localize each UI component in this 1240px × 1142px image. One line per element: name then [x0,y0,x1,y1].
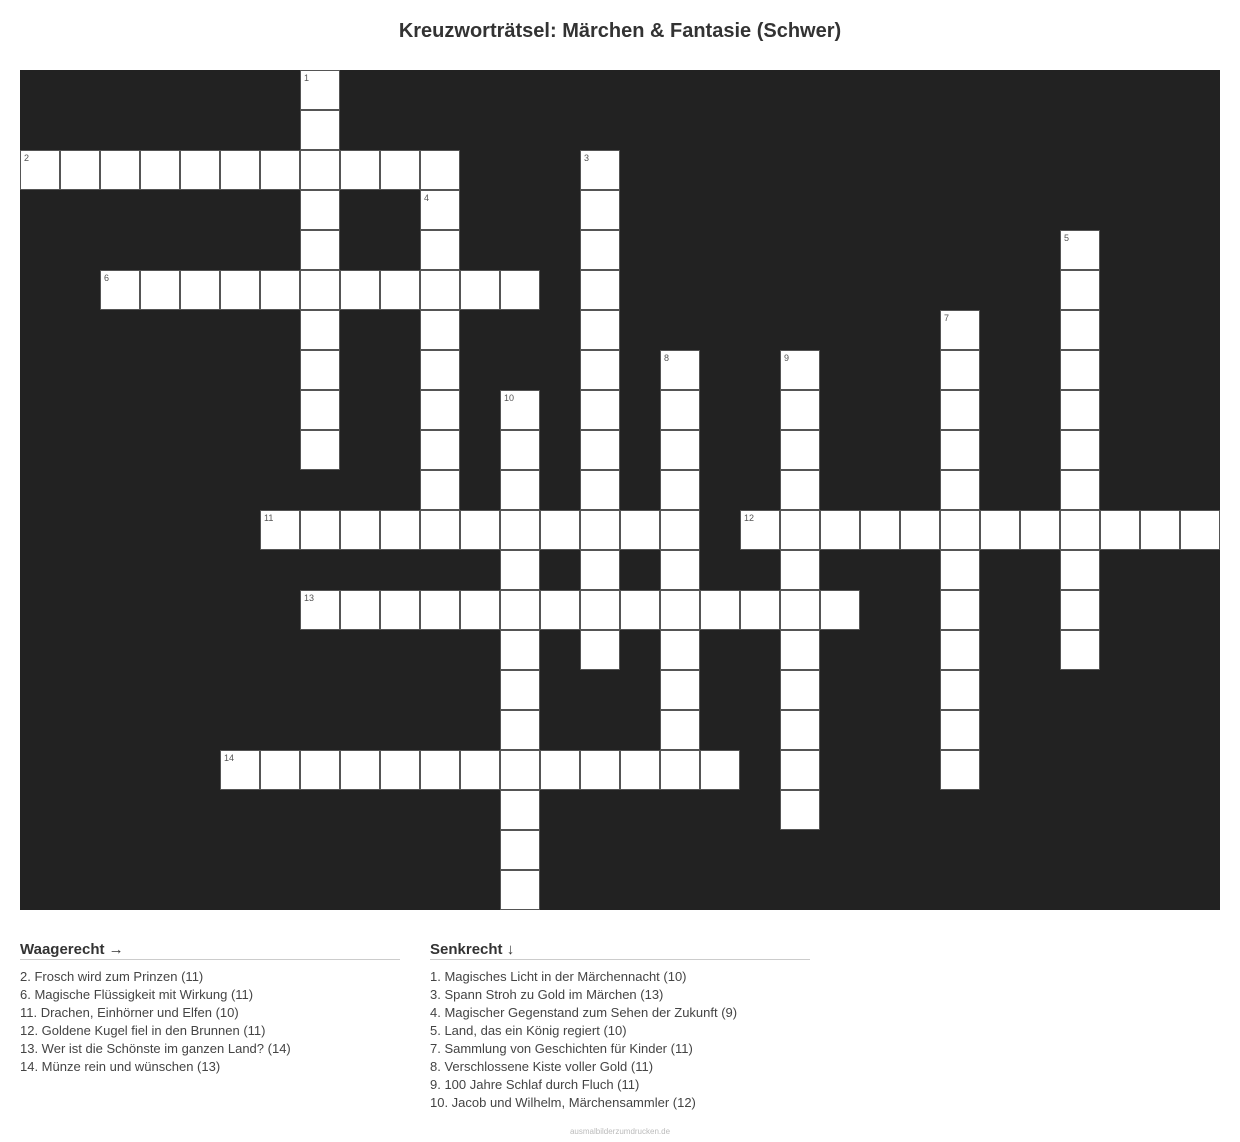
grid-cell[interactable] [380,270,420,310]
grid-cell[interactable] [580,550,620,590]
grid-cell[interactable] [740,510,780,550]
clue-across: 14. Münze rein und wünschen (13) [20,1059,221,1074]
grid-cell[interactable] [460,270,500,310]
grid-cell[interactable] [1180,510,1220,550]
clue-across: 11. Drachen, Einhörner und Elfen (10) [20,1005,239,1020]
grid-cell[interactable] [60,150,100,190]
grid-cell[interactable] [380,750,420,790]
grid-cell[interactable] [420,310,460,350]
grid-cell[interactable] [1060,630,1100,670]
grid-cell[interactable] [660,510,700,550]
grid-cell[interactable] [180,150,220,190]
grid-cell[interactable] [340,590,380,630]
grid-cell[interactable] [1060,310,1100,350]
grid-cell[interactable] [500,710,540,750]
grid-cell[interactable] [700,590,740,630]
grid-cell[interactable] [380,510,420,550]
grid-cell[interactable] [540,750,580,790]
grid-cell[interactable] [300,230,340,270]
grid-cell[interactable] [500,390,540,430]
clue-across: 6. Magische Flüssigkeit mit Wirkung (11) [20,987,254,1002]
grid-cell[interactable] [580,270,620,310]
grid-cell[interactable] [580,190,620,230]
grid-cell[interactable] [420,150,460,190]
grid-cell[interactable] [500,590,540,630]
grid-cell[interactable] [660,390,700,430]
grid-cell[interactable] [820,590,860,630]
grid-cell[interactable] [300,110,340,150]
grid-cell[interactable] [500,630,540,670]
clue-across: 13. Wer ist die Schönste im ganzen Land? (14) [20,1041,291,1056]
grid-cell[interactable] [940,670,980,710]
grid-cell[interactable] [500,270,540,310]
grid-cell[interactable] [940,510,980,550]
grid-cell[interactable] [940,310,980,350]
grid-cell[interactable] [1060,230,1100,270]
grid-cell[interactable] [420,430,460,470]
grid-cell[interactable] [580,150,620,190]
grid-cell[interactable] [660,550,700,590]
grid-cell[interactable] [420,590,460,630]
grid-cell[interactable] [580,510,620,550]
grid-cell[interactable] [780,590,820,630]
grid-cell[interactable] [940,630,980,670]
grid-cell[interactable] [300,750,340,790]
grid-cell[interactable] [300,150,340,190]
grid-cell[interactable] [1140,510,1180,550]
grid-cell[interactable] [620,510,660,550]
down-heading: Senkrecht ↓ [430,942,810,960]
cell-number: 5 [1064,233,1070,243]
grid-cell[interactable] [900,510,940,550]
grid-cell[interactable] [300,190,340,230]
grid-cell[interactable] [940,750,980,790]
cell-number: 2 [24,153,30,163]
grid-cell[interactable] [300,390,340,430]
cell-number: 1 [304,73,310,83]
grid-cell[interactable] [1060,350,1100,390]
grid-cell[interactable] [420,350,460,390]
grid-cell[interactable] [700,750,740,790]
grid-cell[interactable] [1100,510,1140,550]
grid-cell[interactable] [620,750,660,790]
grid-cell[interactable] [20,150,60,190]
grid-cell[interactable] [540,590,580,630]
crossword-grid [20,70,1220,910]
grid-cell[interactable] [260,510,300,550]
cell-number: 9 [784,353,790,363]
grid-cell[interactable] [500,510,540,550]
grid-cell[interactable] [420,470,460,510]
grid-cell[interactable] [580,470,620,510]
grid-cell[interactable] [420,750,460,790]
grid-cell[interactable] [100,150,140,190]
grid-cell[interactable] [780,750,820,790]
grid-cell[interactable] [300,350,340,390]
grid-cell[interactable] [420,510,460,550]
grid-cell[interactable] [660,350,700,390]
grid-cell[interactable] [300,590,340,630]
clue-down: 1. Magisches Licht in der Märchennacht (10) [430,969,687,984]
clue-down: 5. Land, das ein König regiert (10) [430,1023,627,1038]
grid-cell[interactable] [580,590,620,630]
cell-number: 14 [224,753,235,763]
cell-number: 3 [584,153,590,163]
grid-cell[interactable] [780,550,820,590]
grid-cell[interactable] [180,270,220,310]
grid-cell[interactable] [1060,470,1100,510]
grid-cell[interactable] [580,310,620,350]
grid-cell[interactable] [580,430,620,470]
grid-cell[interactable] [380,150,420,190]
cell-number: 7 [944,313,950,323]
grid-cell[interactable] [500,470,540,510]
grid-cell[interactable] [1060,550,1100,590]
grid-cell[interactable] [340,150,380,190]
grid-cell[interactable] [660,430,700,470]
grid-cell[interactable] [1060,430,1100,470]
grid-cell[interactable] [1060,510,1100,550]
grid-cell[interactable] [660,470,700,510]
clue-down: 7. Sammlung von Geschichten für Kinder (11) [430,1041,693,1056]
grid-cell[interactable] [1060,590,1100,630]
grid-cell[interactable] [940,470,980,510]
grid-cell[interactable] [220,150,260,190]
grid-cell[interactable] [780,430,820,470]
grid-cell[interactable] [420,230,460,270]
grid-cell[interactable] [660,670,700,710]
cell-number: 11 [264,513,274,523]
grid-cell[interactable] [460,750,500,790]
across-heading: Waagerecht → [20,942,400,960]
cell-number: 8 [664,353,670,363]
grid-cell[interactable] [660,630,700,670]
clue-down: 4. Magischer Gegenstand zum Sehen der Zukunft (9) [430,1005,738,1020]
grid-cell[interactable] [940,390,980,430]
across-clues [20,942,400,1076]
grid-cell[interactable] [420,270,460,310]
grid-cell[interactable] [380,590,420,630]
footer-credit: ausmalbilderzumdrucken.de [569,1127,671,1136]
grid-cell[interactable] [260,270,300,310]
grid-cell[interactable] [260,150,300,190]
grid-cell[interactable] [140,270,180,310]
grid-cell[interactable] [500,670,540,710]
grid-cell[interactable] [580,390,620,430]
grid-cell[interactable] [340,750,380,790]
grid-cell[interactable] [420,390,460,430]
grid-cell[interactable] [1060,270,1100,310]
cell-number: 12 [744,513,755,523]
grid-cell[interactable] [500,830,540,870]
grid-cell[interactable] [780,390,820,430]
grid-cell[interactable] [940,590,980,630]
grid-cell[interactable] [780,670,820,710]
grid-cell[interactable] [420,190,460,230]
grid-cell[interactable] [980,510,1020,550]
grid-cell[interactable] [940,430,980,470]
grid-cell[interactable] [580,630,620,670]
down-clues [430,942,810,1112]
cell-number: 13 [304,593,315,603]
grid-cell[interactable] [940,710,980,750]
grid-cell[interactable] [780,470,820,510]
grid-cell[interactable] [500,550,540,590]
grid-cell[interactable] [500,790,540,830]
grid-cell[interactable] [220,750,260,790]
clue-down: 8. Verschlossene Kiste voller Gold (11) [430,1059,654,1074]
grid-cell[interactable] [500,750,540,790]
grid-cell[interactable] [580,350,620,390]
grid-cell[interactable] [780,510,820,550]
cell-number: 6 [104,273,110,283]
grid-cell[interactable] [540,510,580,550]
cell-number: 10 [504,393,515,403]
grid-cell[interactable] [140,150,180,190]
grid-cell[interactable] [780,710,820,750]
grid-cell[interactable] [300,510,340,550]
clue-across: 2. Frosch wird zum Prinzen (11) [20,969,204,984]
grid-cell[interactable] [460,590,500,630]
clue-down: 10. Jacob und Wilhelm, Märchensammler (12) [430,1095,696,1110]
grid-cell[interactable] [460,510,500,550]
cell-number: 4 [424,193,430,203]
grid-cell[interactable] [500,870,540,910]
grid-cell[interactable] [660,750,700,790]
grid-cell[interactable] [860,510,900,550]
clue-down: 9. 100 Jahre Schlaf durch Fluch (11) [430,1077,640,1092]
grid-cell[interactable] [780,350,820,390]
grid-cell[interactable] [1020,510,1060,550]
grid-cell[interactable] [100,270,140,310]
grid-cell[interactable] [300,430,340,470]
grid-cell[interactable] [1060,390,1100,430]
grid-cell[interactable] [300,270,340,310]
grid-cell[interactable] [340,510,380,550]
grid-cell[interactable] [740,590,780,630]
grid-cell[interactable] [660,710,700,750]
grid-cell[interactable] [260,750,300,790]
grid-cell[interactable] [940,550,980,590]
grid-cell[interactable] [300,310,340,350]
grid-cell[interactable] [580,230,620,270]
clue-down: 3. Spann Stroh zu Gold im Märchen (13) [430,987,664,1002]
grid-cell[interactable] [340,270,380,310]
clue-across: 12. Goldene Kugel fiel in den Brunnen (11) [20,1023,266,1038]
grid-cell[interactable] [660,590,700,630]
grid-cell[interactable] [780,790,820,830]
grid-cell[interactable] [940,350,980,390]
grid-cell[interactable] [580,750,620,790]
grid-cell[interactable] [820,510,860,550]
grid-cell[interactable] [220,270,260,310]
page-title: Kreuzworträtsel: Märchen & Fantasie (Schwer) [398,20,842,42]
grid-cell[interactable] [780,630,820,670]
grid-cell[interactable] [500,430,540,470]
grid-cell[interactable] [620,590,660,630]
grid-cell[interactable] [300,70,340,110]
